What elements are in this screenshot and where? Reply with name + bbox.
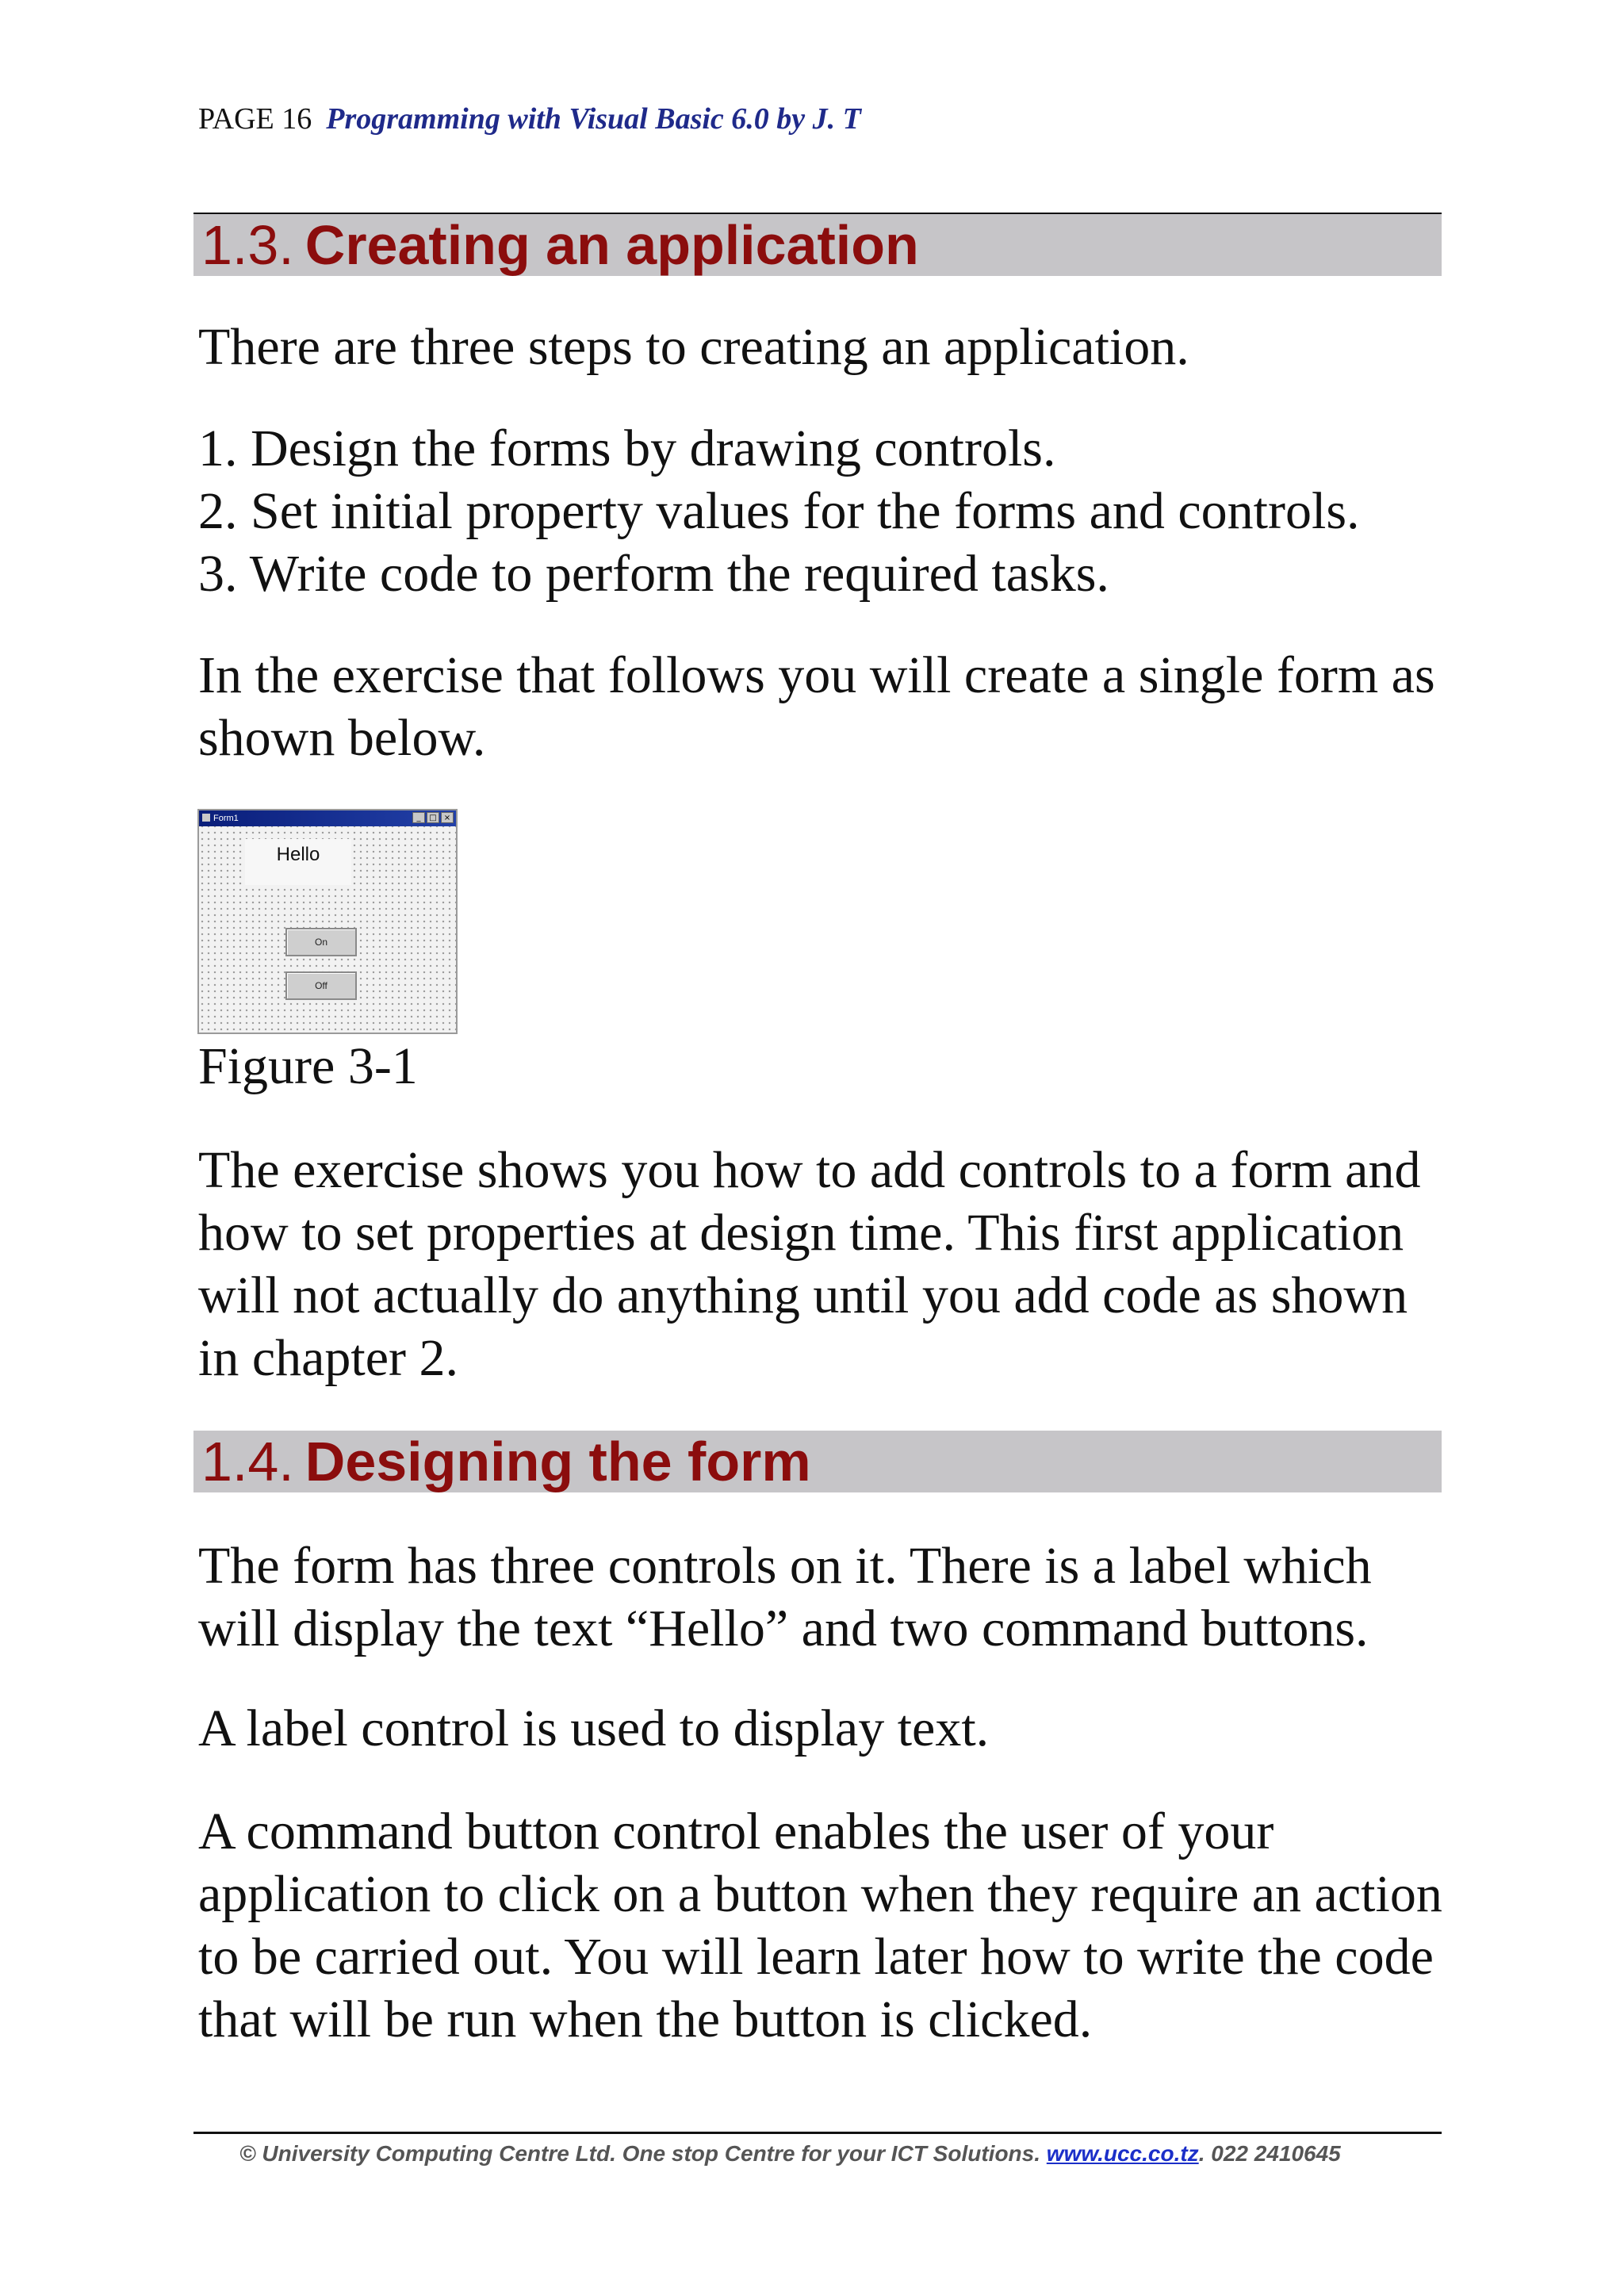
running-header <box>198 95 861 143</box>
hello-label: Hello <box>245 839 351 885</box>
section-title: Designing the form <box>304 1431 811 1492</box>
label-control-paragraph: A label control is used to display text. <box>198 1699 990 1757</box>
section-number: 1.3. <box>201 214 294 276</box>
footer-copyright: © University Computing Centre Ltd. One stop Centre for your ICT Solutions. <box>239 2141 1047 2166</box>
on-button: On <box>285 928 357 956</box>
section-number: 1.4. <box>201 1431 294 1492</box>
footer-phone: . 022 2410645 <box>1198 2141 1341 2166</box>
form-titlebar <box>199 810 456 826</box>
step-item: 3. Write code to perform the required tasks. <box>198 545 1109 603</box>
minimize-icon: _ <box>412 812 425 823</box>
close-icon: × <box>441 812 454 823</box>
steps-list <box>198 417 1467 605</box>
command-button-paragraph: A command button control enables the user of your application to click on a button when they require an action to be carried out. You will learn later how to write the code that will be run when the button is clicked. <box>198 1803 1442 2048</box>
exercise-intro-paragraph: In the exercise that follows you will create a single form as shown below. <box>198 646 1435 767</box>
window-controls <box>412 812 454 823</box>
section-title: Creating an application <box>304 214 919 276</box>
step-item: 2. Set initial property values for the forms and controls. <box>198 482 1360 540</box>
off-button: Off <box>285 971 357 1000</box>
form-icon <box>202 814 210 822</box>
footer-website-link[interactable]: www.ucc.co.tz <box>1046 2141 1199 2166</box>
maximize-icon: □ <box>427 812 439 823</box>
book-title: Programming with Visual Basic 6.0 by J. T <box>326 102 861 136</box>
vb-form-figure <box>197 809 458 1034</box>
page-number: PAGE 16 <box>198 102 312 136</box>
page-footer <box>239 2138 1341 2170</box>
section-heading-1-3 <box>193 214 1442 276</box>
section-heading-1-4 <box>193 1431 1442 1492</box>
footer-rule <box>193 2132 1442 2134</box>
form-description-paragraph: The form has three controls on it. There is a label which will display the text “Hello” and two command buttons. <box>198 1537 1372 1657</box>
intro-paragraph: There are three steps to creating an application. <box>198 318 1189 376</box>
exercise-description-paragraph: The exercise shows you how to add controls to a form and how to set properties at design time. This first application will not actually do anything until you add code as shown in chapter 2. <box>198 1141 1421 1387</box>
form-title: Form1 <box>213 814 239 823</box>
figure-caption: Figure 3-1 <box>198 1037 418 1095</box>
step-item: 1. Design the forms by drawing controls. <box>198 420 1056 477</box>
